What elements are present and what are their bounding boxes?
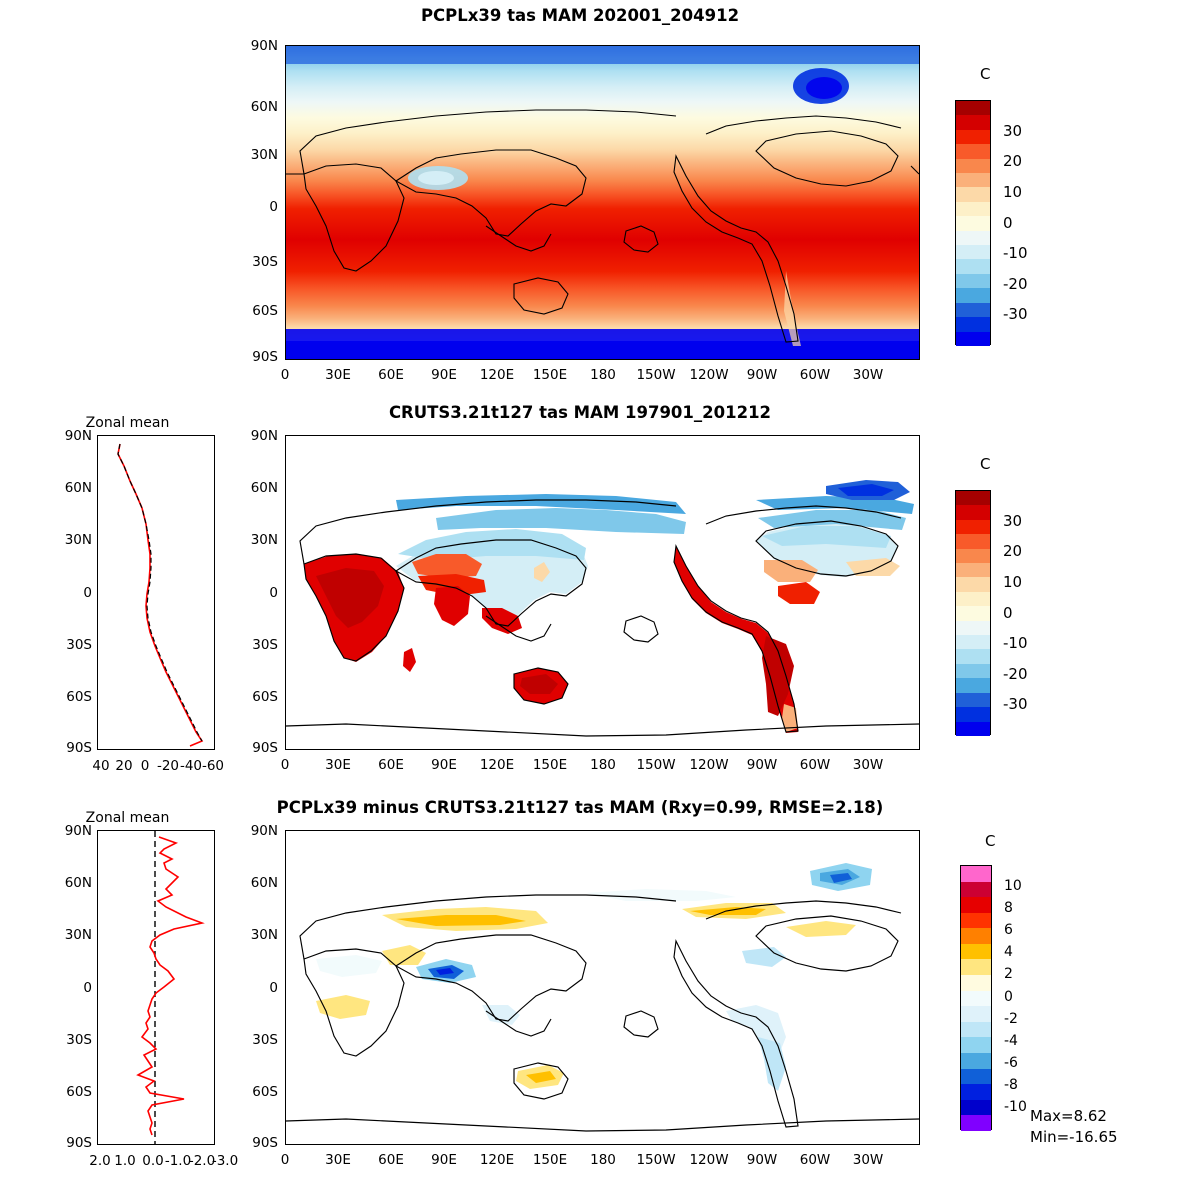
zonal-x-tick-40-obs: 40 (92, 758, 110, 774)
colorbar-segment (956, 563, 990, 577)
lon-tick-0: 0 (280, 367, 290, 383)
colorbar-segment (956, 693, 990, 707)
colorbar-segment (956, 664, 990, 678)
panel-obs-title: CRUTS3.21t127 tas MAM 197901_201212 (388, 403, 772, 422)
colorbar-units-label-diff: C (985, 832, 996, 850)
map-obs (285, 435, 920, 750)
zonal-mean-plot-obs (97, 435, 215, 750)
colorbar-tick-label: -4 (1004, 1032, 1018, 1049)
colorbar-segment (956, 259, 990, 273)
lat-tick-60s: 60S (252, 303, 278, 319)
colorbar-tick-label: 8 (1004, 900, 1013, 917)
colorbar-tick-label: 0 (1004, 988, 1013, 1005)
colorbar-segment (961, 1006, 991, 1022)
lon-tick-150e: 150E (532, 367, 568, 383)
lon-tick-150e-diff: 150E (532, 1152, 568, 1168)
lon-tick-120w-diff: 120W (689, 1152, 729, 1168)
colorbar-segment (956, 187, 990, 201)
zonal-lat-tick-90s-diff: 90S (66, 1135, 92, 1151)
panel-obs (0, 395, 1200, 780)
colorbar-tick-label: 20 (1003, 542, 1023, 561)
colorbar-tick-label: 30 (1003, 511, 1023, 530)
zonal-x-tick-m2-diff: -2.0 (188, 1153, 216, 1169)
lat-tick-90s: 90S (252, 349, 278, 365)
colorbar-segment (956, 707, 990, 721)
colorbar-segment (961, 897, 991, 913)
map-diff (285, 830, 920, 1145)
lat-tick-60s-obs: 60S (252, 689, 278, 705)
colorbar-tick-label: 20 (1003, 152, 1023, 171)
lon-tick-30w: 30W (852, 367, 884, 383)
zonal-lat-tick-60s-diff: 60S (66, 1084, 92, 1100)
colorbar-segment (956, 505, 990, 519)
colorbar-model (955, 100, 991, 345)
colorbar-segment (956, 678, 990, 692)
colorbar-segment (956, 245, 990, 259)
lon-tick-60e-diff: 60E (378, 1152, 404, 1168)
lon-tick-90w: 90W (746, 367, 778, 383)
lon-tick-0-obs: 0 (280, 757, 290, 773)
zonal-x-tick-1-diff: 1.0 (114, 1153, 136, 1169)
lon-tick-150w: 150W (636, 367, 676, 383)
lon-tick-150w-obs: 150W (636, 757, 676, 773)
panel-model (0, 0, 1200, 395)
lat-tick-30s-diff: 30S (252, 1032, 278, 1048)
colorbar-segment (956, 722, 990, 736)
colorbar-segment (956, 274, 990, 288)
colorbar-segment (956, 649, 990, 663)
lat-tick-60n-obs: 60N (250, 480, 278, 496)
colorbar-segment (956, 173, 990, 187)
zonal-lat-tick-30n-obs: 30N (64, 532, 92, 548)
colorbar-segment (961, 866, 991, 882)
lon-tick-60w: 60W (799, 367, 831, 383)
colorbar-segment (956, 303, 990, 317)
colorbar-tick-label: 30 (1003, 121, 1023, 140)
lon-tick-180: 180 (590, 367, 616, 383)
colorbar-segment (961, 944, 991, 960)
zonal-x-tick-20-obs: 20 (115, 758, 133, 774)
lon-tick-60w-obs: 60W (799, 757, 831, 773)
lon-tick-30w-diff: 30W (852, 1152, 884, 1168)
colorbar-tick-label: -30 (1003, 305, 1028, 324)
colorbar-segment (961, 1022, 991, 1038)
colorbar-tick-label: -20 (1003, 274, 1028, 293)
colorbar-segment (956, 491, 990, 505)
colorbar-tick-label: 0 (1003, 213, 1013, 232)
colorbar-tick-label: 10 (1003, 182, 1023, 201)
zonal-lat-tick-90n-obs: 90N (64, 428, 92, 444)
lon-tick-180-obs: 180 (590, 757, 616, 773)
colorbar-segment (956, 288, 990, 302)
lon-tick-120w: 120W (689, 367, 729, 383)
colorbar-segment (956, 202, 990, 216)
colorbar-units-label-obs: C (980, 455, 991, 473)
lon-tick-60e-obs: 60E (378, 757, 404, 773)
lon-tick-30e-diff: 30E (325, 1152, 351, 1168)
colorbar-segment (956, 520, 990, 534)
colorbar-segment (956, 549, 990, 563)
zonal-x-tick-m20-obs: -20 (156, 758, 180, 774)
colorbar-tick-label: -2 (1004, 1010, 1018, 1027)
lon-tick-90e: 90E (431, 367, 457, 383)
lat-tick-90n-obs: 90N (250, 428, 278, 444)
colorbar-tick-label: -10 (1003, 634, 1028, 653)
zonal-lat-tick-30s-obs: 30S (66, 637, 92, 653)
lon-tick-30e: 30E (325, 367, 351, 383)
stat-min: Min=-16.65 (1030, 1128, 1118, 1146)
colorbar-tick-label: -8 (1004, 1076, 1018, 1093)
zonal-lat-tick-60n-diff: 60N (64, 875, 92, 891)
colorbar-tick-label: -6 (1004, 1054, 1018, 1071)
colorbar-segment (956, 621, 990, 635)
stat-max: Max=8.62 (1030, 1107, 1107, 1125)
zonal-x-tick-2-diff: 2.0 (89, 1153, 111, 1169)
lat-tick-60n-diff: 60N (250, 875, 278, 891)
lat-tick-0-diff: 0 (269, 980, 278, 996)
lon-tick-120e-diff: 120E (479, 1152, 515, 1168)
lat-tick-0: 0 (269, 199, 278, 215)
colorbar-segment (956, 101, 990, 115)
colorbar-segment (961, 1100, 991, 1116)
colorbar-segment (961, 1069, 991, 1085)
zonal-x-tick-m60-obs: -60 (201, 758, 225, 774)
zonal-lat-tick-90s-obs: 90S (66, 740, 92, 756)
colorbar-segment (956, 130, 990, 144)
lon-tick-90e-diff: 90E (431, 1152, 457, 1168)
colorbar-segment (961, 991, 991, 1007)
colorbar-segment (956, 216, 990, 230)
colorbar-segment (961, 928, 991, 944)
lat-tick-30n-obs: 30N (250, 532, 278, 548)
lon-tick-90e-obs: 90E (431, 757, 457, 773)
zonal-x-tick-m40-obs: -40 (179, 758, 203, 774)
lat-tick-90s-diff: 90S (252, 1135, 278, 1151)
colorbar-tick-label: 0 (1003, 603, 1013, 622)
lon-tick-90w-diff: 90W (746, 1152, 778, 1168)
zonal-lat-tick-60n-obs: 60N (64, 480, 92, 496)
lat-tick-90s-obs: 90S (252, 740, 278, 756)
zonal-x-tick-0-obs: 0 (140, 758, 150, 774)
colorbar-segment (961, 1084, 991, 1100)
lon-tick-120w-obs: 120W (689, 757, 729, 773)
lat-tick-30n-diff: 30N (250, 927, 278, 943)
colorbar-segment (956, 317, 990, 331)
colorbar-segment (956, 577, 990, 591)
colorbar-tick-label: 10 (1004, 878, 1022, 895)
zonal-lat-tick-30n-diff: 30N (64, 927, 92, 943)
lat-tick-90n: 90N (250, 38, 278, 54)
zonal-x-tick-m3-diff: -3.0 (211, 1153, 239, 1169)
lon-tick-120e-obs: 120E (479, 757, 515, 773)
colorbar-segment (956, 144, 990, 158)
panel-model-title: PCPLx39 tas MAM 202001_204912 (420, 6, 740, 25)
lat-tick-60s-diff: 60S (252, 1084, 278, 1100)
panel-diff-title: PCPLx39 minus CRUTS3.21t127 tas MAM (Rxy=0.99, RMSE=2.18) (276, 798, 884, 817)
colorbar-units-label: C (980, 65, 991, 83)
zonal-lat-tick-0-obs: 0 (83, 585, 92, 601)
zonal-mean-title-diff: Zonal mean (85, 810, 170, 826)
lat-tick-30s-obs: 30S (252, 637, 278, 653)
lon-tick-120e: 120E (479, 367, 515, 383)
colorbar-tick-label: -10 (1003, 244, 1028, 263)
lat-tick-90n-diff: 90N (250, 823, 278, 839)
colorbar-segment (961, 959, 991, 975)
colorbar-tick-label: 10 (1003, 572, 1023, 591)
colorbar-segment (956, 635, 990, 649)
colorbar-segment (961, 975, 991, 991)
panel-diff (0, 780, 1200, 1200)
zonal-lat-tick-90n-diff: 90N (64, 823, 92, 839)
zonal-lat-tick-0-diff: 0 (83, 980, 92, 996)
lat-tick-30n: 30N (250, 147, 278, 163)
colorbar-tick-label: 2 (1004, 966, 1013, 983)
zonal-lat-tick-30s-diff: 30S (66, 1032, 92, 1048)
lat-tick-30s: 30S (252, 254, 278, 270)
lon-tick-30e-obs: 30E (325, 757, 351, 773)
zonal-lat-tick-60s-obs: 60S (66, 689, 92, 705)
lon-tick-30w-obs: 30W (852, 757, 884, 773)
colorbar-segment (956, 115, 990, 129)
colorbar-segment (961, 913, 991, 929)
colorbar-tick-label: 4 (1004, 944, 1013, 961)
zonal-x-tick-0-diff: 0.0 (142, 1153, 164, 1169)
lat-tick-0-obs: 0 (269, 585, 278, 601)
lon-tick-150w-diff: 150W (636, 1152, 676, 1168)
zonal-x-tick-m1-diff: -1.0 (164, 1153, 192, 1169)
zonal-mean-title-obs: Zonal mean (85, 415, 170, 431)
lat-tick-60n: 60N (250, 99, 278, 115)
colorbar-obs (955, 490, 991, 735)
zonal-mean-plot-diff (97, 830, 215, 1145)
lon-tick-60e: 60E (378, 367, 404, 383)
map-model (285, 45, 920, 360)
colorbar-tick-label: 6 (1004, 922, 1013, 939)
colorbar-tick-label: -10 (1004, 1098, 1027, 1115)
colorbar-segment (956, 534, 990, 548)
colorbar-segment (961, 1115, 991, 1131)
colorbar-segment (961, 1037, 991, 1053)
colorbar-segment (956, 231, 990, 245)
lon-tick-0-diff: 0 (280, 1152, 290, 1168)
colorbar-tick-label: -30 (1003, 695, 1028, 714)
colorbar-tick-label: -20 (1003, 664, 1028, 683)
colorbar-segment (961, 882, 991, 898)
lon-tick-90w-obs: 90W (746, 757, 778, 773)
lon-tick-180-diff: 180 (590, 1152, 616, 1168)
colorbar-segment (956, 592, 990, 606)
colorbar-segment (961, 1053, 991, 1069)
colorbar-segment (956, 332, 990, 346)
lon-tick-60w-diff: 60W (799, 1152, 831, 1168)
lon-tick-150e-obs: 150E (532, 757, 568, 773)
colorbar-diff (960, 865, 992, 1130)
colorbar-segment (956, 159, 990, 173)
colorbar-segment (956, 606, 990, 620)
